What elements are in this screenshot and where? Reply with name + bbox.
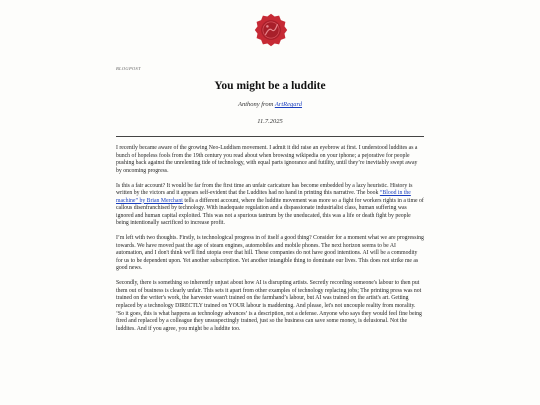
paragraph-2-text-b: tells a different account, where the luddite movement was more so a fight for workers rights in a time of callous disenfranchised by technology. With inadequate regulation and a dispassionate industrialist class, human suffering was ignored and human capital exploited. This was not a spurious tantrum by the uneducated, this was a life or death fight by people being intentionally sacrificed to increase profit. [116,197,424,227]
paragraph-1: I recently became aware of the growing Neo-Luddism movement. I admit it did raise an eyebrow at first. I understood luddites as a bunch of hopeless fools from the 19th century you read about when browsing wikipedia on your iphone; a pejorative for people pushing back against the unrelenting tide of technology, with equal parts ignorance and futility, until they’re inevitably swept away by oncoming progress. [116,145,418,174]
post-category-label: BLOGPOST [116,66,141,71]
paragraph-2 [116,183,424,228]
byline-prefix: Anthony from [237,101,275,108]
paragraph-4: Secondly, there is something so inherently unjust about how AI is disrupting artists. Secretly recording someone's labour to then put them out of business is clearly unfair. This sets it apart from other examples of technology replacing jobs; The printing press was not trained on the writer's work, the harvester wasn't trained on the farmhand’s labour, but AI was trained on the artist's art. Getting replaced by a technology DIRECTLY trained on YOUR labour is maddening. And please, let's not uncouple reality from morality. ‘So it goes, this is what happens as technology advances’ is a description, not a defense. Anyone who says they would feel fine being fired and replaced by a colleague they unsuspectingly trained, just so the business can save some money, is delusional. Not the luddites. And if you agree, you might be a luddite too. [116,280,422,332]
post-date: 11.7.2025 [257,118,283,125]
paragraph-2-text-a: Is this a fair account? It would be far from the first time an unfair caricature has become embedded by a lazy heuristic. History is written by the victors and it appears self-evident that the Luddites had no hand in printing this narrative. The book [116,182,413,197]
book-link[interactable]: “Blood in the machine” by Brian Merchant [116,190,411,204]
paragraph-3: I’m left with two thoughts. Firstly, is technological progress in of itself a good thing? Consider for a moment what we are progressing towards. We have moved past the age of steam engines, automobiles and mobile phones. The next horizon seems to be AI automation, and I don't think we'll find utopia over that hill. These companies do not have good intentions. AI will be a commodity for us to be dependent upon. Yet another subscription. Yet another intangible thing to dominate our lives. This does not strike me as good news. [116,235,424,272]
article-body [116,145,424,341]
author-site-link[interactable]: ArtRegard [274,101,303,108]
byline [0,101,540,108]
post-title: You might be a luddite [214,80,326,92]
wax-seal-icon [253,12,289,48]
header-divider [116,136,424,137]
